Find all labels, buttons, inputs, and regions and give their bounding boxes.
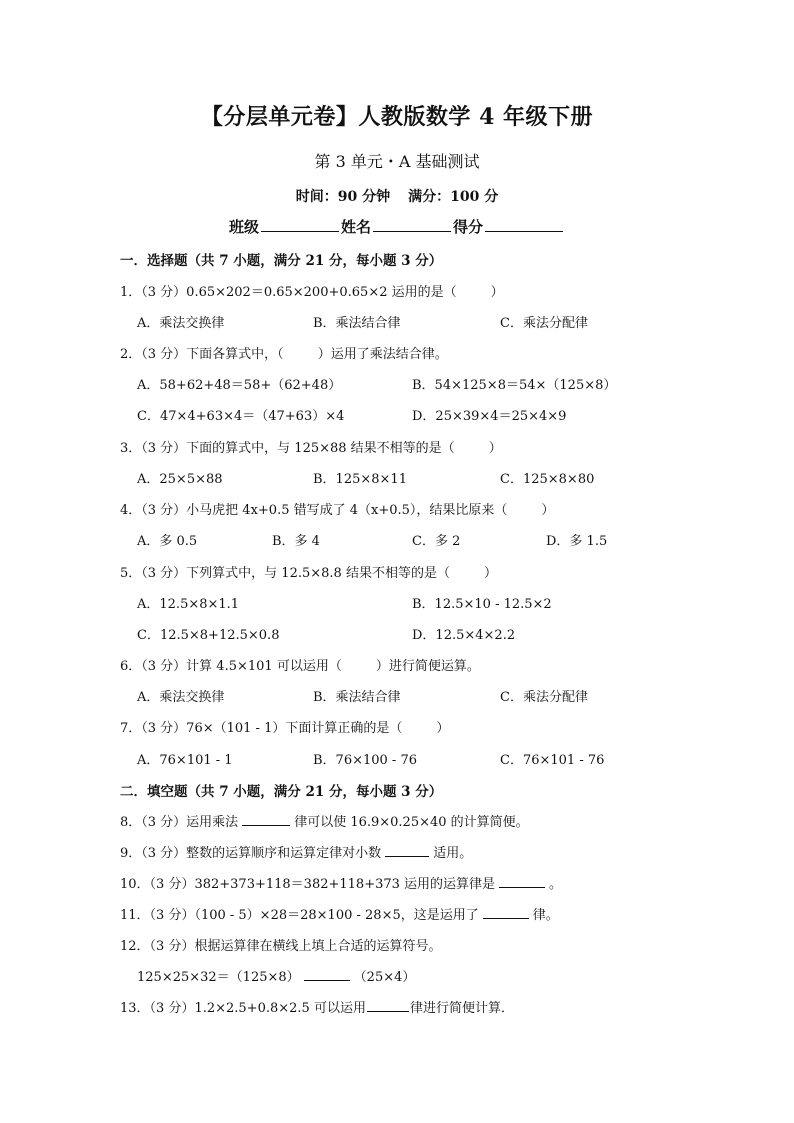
question-text: 3．（3 分）下面的算式中，与 125×88 结果不相等的是（ (120, 441, 455, 456)
time-limit: 时间：90 分钟 (295, 189, 391, 205)
option-a[interactable]: A．多 0.5 (137, 534, 198, 549)
page-title: 【分层单元卷】人教版数学 4 年级下册 (200, 104, 594, 130)
points-blank[interactable] (485, 217, 563, 232)
answer-blank[interactable] (242, 813, 290, 826)
option-b[interactable]: B．54×125×8＝54×（125×8） (412, 378, 617, 393)
question-5 (120, 562, 497, 581)
option-c[interactable]: C．47×4+63×4＝（47+63）×4 (137, 409, 345, 424)
question-text: 2．（3 分）下面各算式中，（ (120, 347, 284, 362)
option-a[interactable]: A．25×5×88 (137, 472, 223, 487)
question-text-end: 律进行简便计算． (409, 1001, 514, 1016)
exam-meta (0, 186, 794, 206)
question-text: 1．（3 分）0.65×202＝0.65×200+0.65×2 运用的是（ (120, 285, 457, 300)
unit-subtitle: 第 3 单元・A 基础测试 (314, 152, 480, 171)
question-9 (120, 842, 472, 861)
question-text: 5．（3 分）下列算式中，与 12.5×8.8 结果不相等的是（ (120, 566, 450, 581)
question-12-expression (137, 966, 415, 985)
option-c[interactable]: C．乘法分配律 (500, 690, 588, 705)
question-text: 11．（3 分）（100 - 5）×28＝28×100 - 28×5，这是运用了 (120, 908, 479, 923)
question-10 (120, 873, 562, 892)
question-text: 7．（3 分）76×（101 - 1）下面计算正确的是（ (120, 721, 403, 736)
question-text-end: ） (488, 441, 502, 456)
option-a[interactable]: A．12.5×8×1.1 (137, 597, 240, 612)
question-text-end: ） (436, 721, 450, 736)
option-c[interactable]: C．12.5×8+12.5×0.8 (137, 628, 280, 643)
option-b[interactable]: B．12.5×10 - 12.5×2 (412, 597, 552, 612)
question-text-end: ）运用了乘法结合律。 (317, 347, 448, 362)
question-text: 4．（3 分）小马虎把 4x+0.5 错写成了 4（x+0.5），结果比原来（ (120, 503, 508, 518)
option-a[interactable]: A．58+62+48＝58+（62+48） (137, 378, 342, 393)
option-c[interactable]: C．多 2 (412, 534, 461, 549)
question-1 (120, 281, 504, 300)
question-text-end: 。 (549, 877, 563, 892)
question-text: 6．（3 分）计算 4.5×101 可以运用（ (120, 659, 342, 674)
option-d[interactable]: D．25×39×4＝25×4×9 (412, 409, 567, 424)
name-label: 姓名 (340, 218, 371, 236)
question-3 (120, 437, 502, 456)
question-text-end: ） (483, 566, 497, 581)
question-text: 8．（3 分）运用乘法 (120, 815, 239, 830)
full-score: 满分：100 分 (408, 189, 499, 205)
question-text-end: ）进行简便运算。 (375, 659, 480, 674)
answer-blank[interactable] (385, 844, 429, 857)
option-a[interactable]: A．76×101 - 1 (137, 753, 233, 768)
question-8 (120, 811, 529, 830)
question-4 (120, 499, 554, 518)
question-7 (120, 717, 449, 736)
option-a[interactable]: A．乘法交换律 (137, 316, 225, 331)
class-blank[interactable] (261, 217, 339, 232)
option-c[interactable]: C．乘法分配律 (500, 316, 588, 331)
question-text-end: ） (490, 285, 504, 300)
answer-blank[interactable] (483, 906, 529, 919)
option-b[interactable]: B．多 4 (272, 534, 320, 549)
question-text-end: 适用。 (433, 846, 473, 861)
option-c[interactable]: C．125×8×80 (500, 472, 595, 487)
expression-left: 125×25×32＝（125×8） (137, 970, 300, 985)
question-text-end: ） (541, 503, 555, 518)
question-6 (120, 655, 480, 674)
question-13 (120, 997, 514, 1016)
question-text-end: 律。 (532, 908, 559, 923)
question-text: 10．（3 分）382+373+118＝382+118+373 运用的运算律是 (120, 877, 496, 892)
question-12: 12．（3 分）根据运算律在横线上填上合适的运算符号。 (120, 939, 442, 954)
option-d[interactable]: D．多 1.5 (546, 534, 608, 549)
section-heading-fill: 二．填空题（共 7 小题，满分 21 分，每小题 3 分） (120, 784, 443, 800)
option-a[interactable]: A．乘法交换律 (137, 690, 225, 705)
option-d[interactable]: D．12.5×4×2.2 (412, 628, 516, 643)
option-b[interactable]: B．乘法结合律 (313, 690, 401, 705)
answer-blank[interactable] (367, 999, 409, 1012)
class-label: 班级 (228, 218, 259, 236)
option-b[interactable]: B．乘法结合律 (313, 316, 401, 331)
points-label: 得分 (453, 218, 484, 236)
question-11 (120, 904, 559, 923)
answer-blank[interactable] (499, 875, 545, 888)
expression-right: （25×4） (353, 970, 416, 985)
question-text-end: 律可以使 16.9×0.25×40 的计算简便。 (294, 815, 529, 830)
question-text: 13．（3 分）1.2×2.5+0.8×2.5 可以运用 (120, 1001, 366, 1016)
option-b[interactable]: B．76×100 - 76 (313, 753, 418, 768)
name-blank[interactable] (373, 217, 451, 232)
question-text: 9．（3 分）整数的运算顺序和运算定律对小数 (120, 846, 382, 861)
answer-blank[interactable] (304, 968, 350, 981)
question-2 (120, 343, 448, 362)
student-info-fields (0, 216, 794, 237)
option-c[interactable]: C．76×101 - 76 (500, 753, 605, 768)
section-heading-choice: 一．选择题（共 7 小题，满分 21 分，每小题 3 分） (120, 253, 443, 269)
option-b[interactable]: B．125×8×11 (313, 472, 407, 487)
